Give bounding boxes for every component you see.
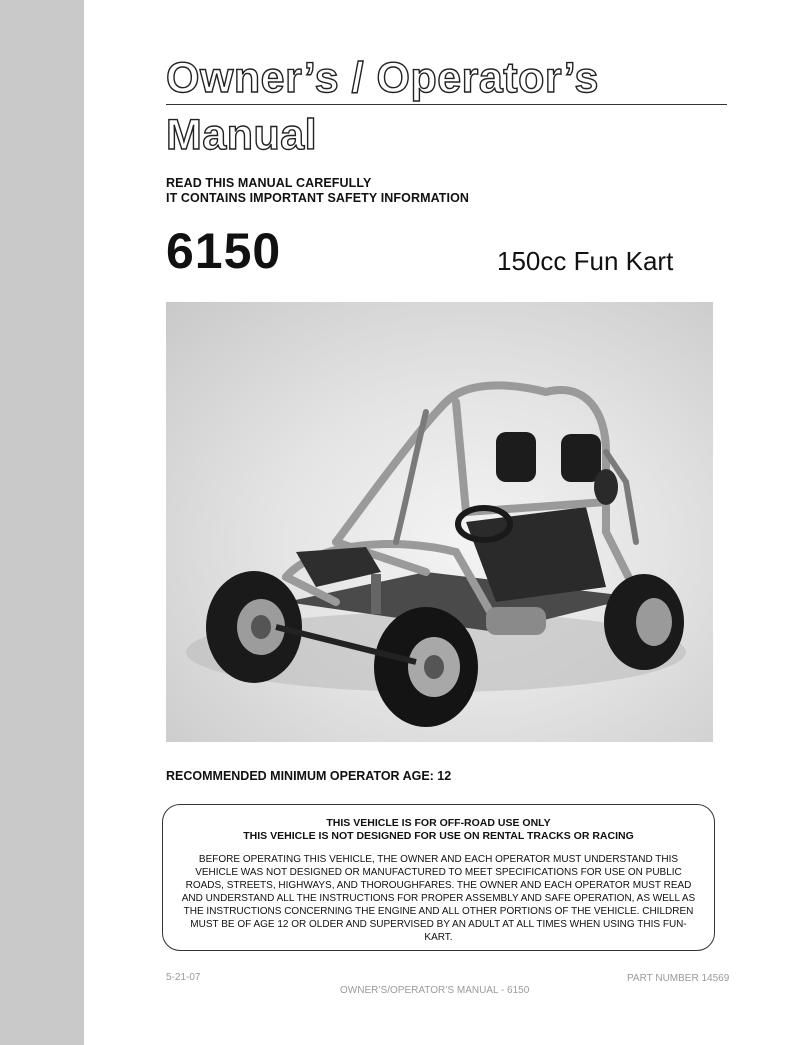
- notice-header: [163, 817, 714, 843]
- wheel-rear-right: [604, 574, 684, 670]
- wheel-rear-left: [594, 469, 618, 505]
- safety-info-warning: IT CONTAINS IMPORTANT SAFETY INFORMATION: [166, 191, 470, 205]
- manual-title-line-1: Owner’s / Operator’s: [166, 54, 599, 102]
- left-margin-band: [0, 0, 84, 1045]
- read-manual-warning: READ THIS MANUAL CAREFULLY: [166, 176, 372, 190]
- model-number: 6150: [166, 223, 282, 279]
- footer-date: 5-21-07: [166, 972, 201, 983]
- notice-body-text: BEFORE OPERATING THIS VEHICLE, THE OWNER AND EACH OPERATOR MUST UNDERSTAND THIS VEHICLE WAS NOT DESIGNED OR MANUFACTURED TO MEET SPECIFICATIONS FOR USE ON PUBLIC ROADS, STREETS, HIGHWAYS, AND THOROUGHFARES. THE OWNER AND EACH OPERATOR MUST READ AND UNDERSTAND ALL THE INSTRUCTIONS FOR PROPER ASSEMBLY AND SAFE OPERATION, AS WELL AS THE INSTRUCTIONS CONCERNING THE ENGINE AND ALL OTHER PORTIONS OF THE VEHICLE. CHILDREN MUST BE OF AGE 12 OR OLDER AND SUPERVISED BY AN ADULT AT ALL TIMES WHEN USING THIS FUN-KART.: [181, 854, 696, 943]
- safety-notice-box: [162, 804, 715, 951]
- title-divider: [166, 104, 727, 105]
- minimum-operator-age: RECOMMENDED MINIMUM OPERATOR AGE: 12: [166, 769, 452, 783]
- no-rental-racing-notice: THIS VEHICLE IS NOT DESIGNED FOR USE ON RENTAL TRACKS OR RACING: [243, 830, 634, 842]
- manual-title-line-2: Manual: [166, 111, 318, 159]
- fun-kart-photo: [166, 302, 713, 742]
- off-road-only-notice: THIS VEHICLE IS FOR OFF-ROAD USE ONLY: [326, 817, 551, 829]
- footer-manual-name: OWNER’S/OPERATOR’S MANUAL - 6150: [340, 985, 530, 996]
- model-name: 150cc Fun Kart: [497, 246, 674, 276]
- footer-part-number: PART NUMBER 14569: [627, 973, 730, 984]
- wheel-front-right: [374, 607, 478, 727]
- fun-kart-illustration: [166, 302, 713, 742]
